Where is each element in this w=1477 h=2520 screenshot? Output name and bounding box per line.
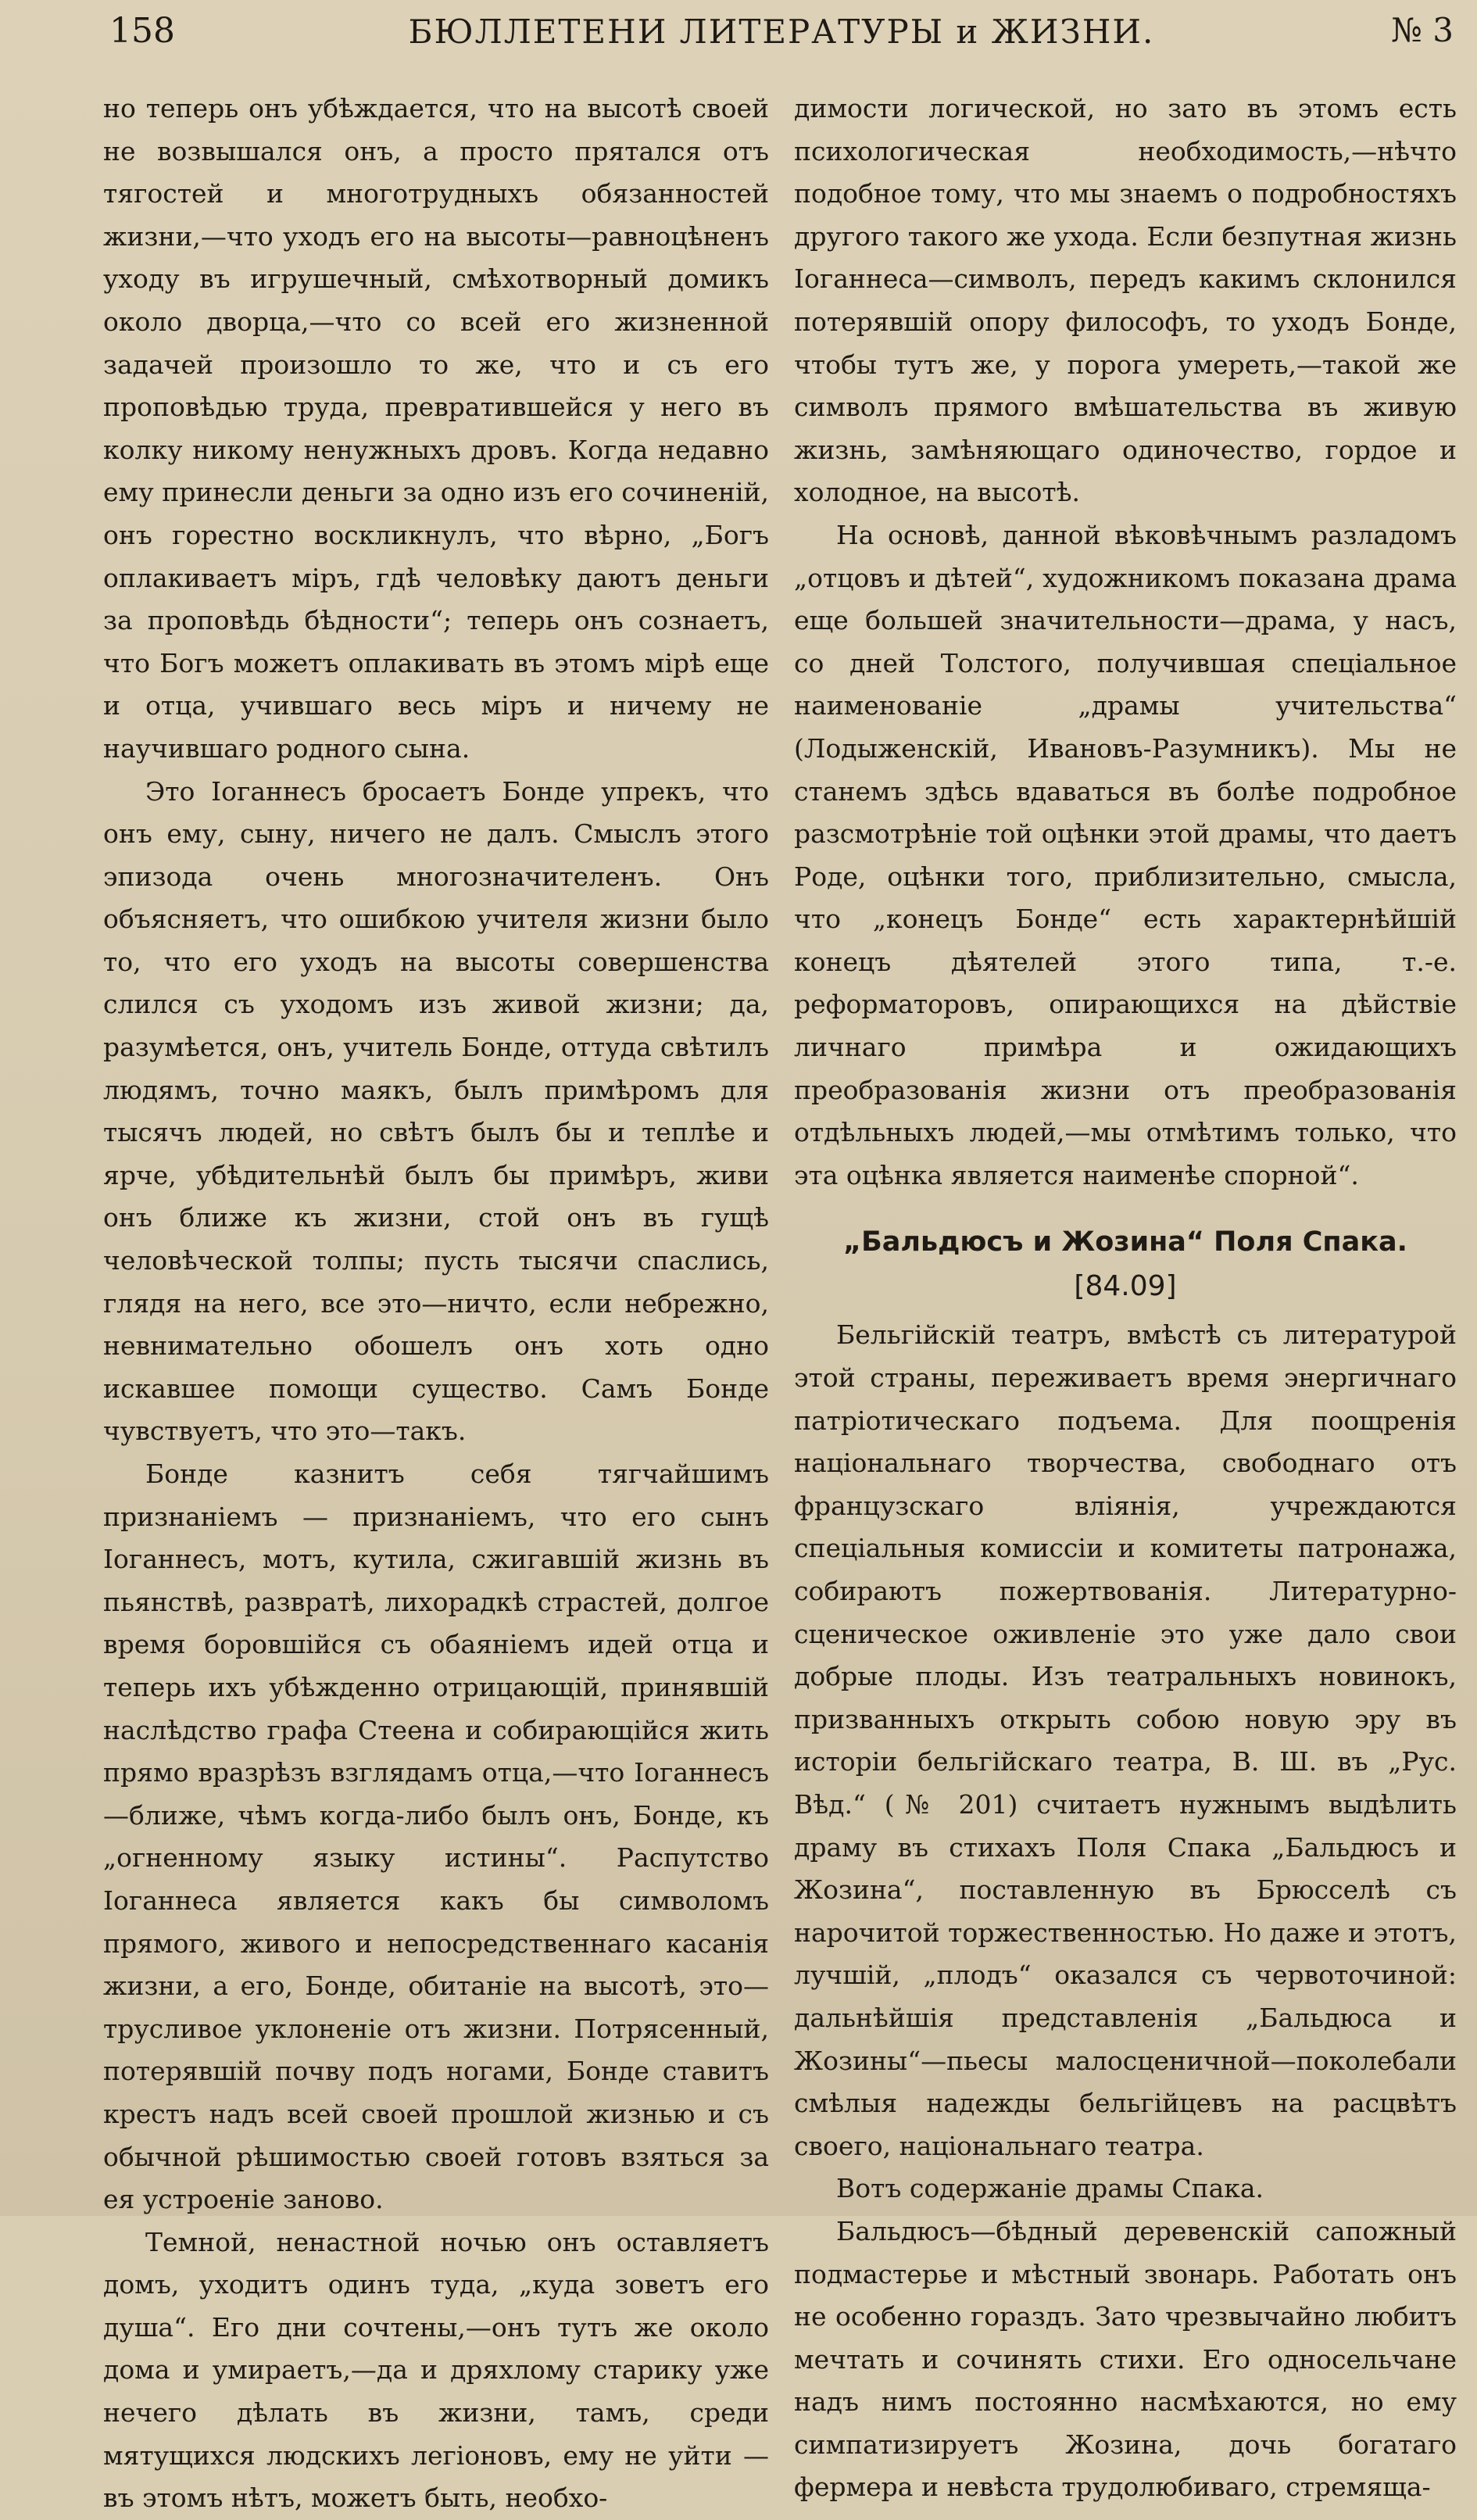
paragraph: Это Іоганнесъ бросаетъ Бонде упрекъ, что онъ ему, сыну, ничего не далъ. Смыслъ этого эпизода очень многозначителенъ. Онъ объясняетъ, что ошибкою учителя жизни было то, что его уходъ на высоты совершенства слился съ уходомъ изъ живой жизни; да, разумѣется, онъ, учитель Бонде, оттуда свѣтилъ людямъ, точно маякъ, былъ примѣромъ для тысячъ людей, но свѣтъ былъ бы и теплѣе и ярче, убѣдительнѣй былъ бы примѣръ, живи онъ ближе къ жизни, стой онъ въ гущѣ человѣческой толпы; пусть тысячи спаслись, глядя на него, все это—ничто, если небрежно, невнимательно обошелъ онъ хоть одно искавшее помощи существо. Самъ Бонде чувствуетъ, что это—такъ. bbox=[103, 775, 769, 1447]
paragraph: Бальдюсъ—бѣдный деревенскій сапожный подмастерье и мѣстный звонарь. Работать онъ не особенно гораздъ. Зато чрезвычайно любитъ мечтать и сочинять стихи. Его односельчане надъ нимъ постоянно насмѣхаются, но ему симпатизируетъ Жозина, дочь богатаго фермера и невѣста трудолюбиваго, стремяща- bbox=[794, 2215, 1457, 2503]
paragraph: Бельгійскій театръ, вмѣстѣ съ литературой этой страны, переживаетъ время энергичнаго патріотическаго подъема. Для поощренія національнаго творчества, свободнаго отъ французскаго вліянія, учреждаются спеціальныя комиссіи и комитеты патронажа, собираютъ пожертвованія. Литературно-сценическое оживленіе это уже дало свои добрые плоды. Изъ театральныхъ новинокъ, призванныхъ открыть собою новую эру въ исторіи бельгійскаго театра, В. Ш. въ „Рус. Вѣд.“ (№ 201) считаетъ нужнымъ выдѣлить драму въ стихахъ Поля Спака „Бальдюсъ и Жозина“, поставленную въ Брюсселѣ съ нарочитой торжественностью. Но даже и этотъ, лучшій, „плодъ“ оказался съ червоточиной: дальнѣйшія представленія „Бальдюса и Жозины“—пьесы малосценичной—поколебали смѣлыя надежды бельгійцевъ на расцвѣтъ своего, національнаго театра. bbox=[794, 1319, 1457, 2161]
journal-title: БЮЛЛЕТЕНИ ЛИТЕРАТУРЫ и ЖИЗНИ. bbox=[408, 13, 1155, 51]
paragraph: Вотъ содержаніе драмы Спака. bbox=[836, 2173, 1264, 2204]
page-header bbox=[109, 11, 1454, 66]
page-number: 158 bbox=[109, 11, 175, 51]
paragraph: но теперь онъ убѣждается, что на высотѣ своей не возвышался онъ, а просто прятался отъ тягостей и многотрудныхъ обязанностей жизни,—что уходъ его на высоты—равноцѣненъ уходу въ игрушечный, смѣхотворный домикъ около дворца,—что со всей его жизненной задачей произошло то же, что и съ его проповѣдью труда, превратившейся у него въ колку никому ненужныхъ дровъ. Когда недавно ему принесли деньги за одно изъ его сочиненій, онъ горестно воскликнулъ, что вѣрно, „Богъ оплакиваетъ міръ, гдѣ человѣку даютъ деньги за проповѣдь бѣдности“; теперь онъ сознаетъ, что Богъ можетъ оплакивать въ этомъ мірѣ еще и отца, учившаго весь міръ и ничему не научившаго родного сына. bbox=[103, 93, 769, 764]
issue-number: № 3 bbox=[1391, 11, 1454, 49]
paragraph: Темной, ненастной ночью онъ оставляетъ домъ, уходитъ одинъ туда, „куда зоветъ его душа“. Его дни сочтены,—онъ тутъ же около дома и умираетъ,—да и дряхлому старику уже нечего дѣлать въ жизни, тамъ, среди мятущихся людскихъ легіоновъ, ему не уйти —въ этомъ нѣтъ, можетъ быть, необхо- bbox=[103, 2226, 769, 2514]
section-code: [84.09] bbox=[1074, 1270, 1177, 1303]
paragraph: На основѣ, данной вѣковѣчнымъ разладомъ „отцовъ и дѣтей“, художникомъ показана драма еще большей значительности—драма, у насъ, со дней Толстого, получившая спеціальное наименованіе „драмы учительства“ (Лодыженскій, Ивановъ-Разумникъ). Мы не станемъ здѣсь вдаваться въ болѣе подробное разсмотрѣніе той оцѣнки этой драмы, что даетъ Роде, оцѣнки того, приблизительно, смысла, что „конецъ Бонде“ есть характернѣйшій конецъ дѣятелей этого типа, т.-е. реформаторовъ, опирающихся на дѣйствіе личнаго примѣра и ожидающихъ преобразованія жизни отъ преобразованія отдѣльныхъ людей,—мы отмѣтимъ только, что эта оцѣнка является наименѣе спорной“. bbox=[794, 519, 1457, 1190]
paragraph: димости логической, но зато въ этомъ есть психологическая необходимость,—нѣчто подобное тому, что мы знаемъ о подробностяхъ другого такого же ухода. Если безпутная жизнь Іоганнеса—символъ, передъ какимъ склонился потерявшій опору философъ, то уходъ Бонде, чтобы тутъ же, у порога умереть,—такой же символъ прямого вмѣшательства въ живую жизнь, замѣняющаго одиночество, гордое и холодное, на высотѣ. bbox=[794, 93, 1457, 508]
section-title: „Бальдюсъ и Жозина“ Поля Спака. bbox=[843, 1226, 1407, 1258]
left-column bbox=[103, 88, 769, 2514]
paragraph: Бонде казнитъ себя тягчайшимъ признаніемъ — признаніемъ, что его сынъ Іоганнесъ, мотъ, кутила, сжигавшій жизнь въ пьянствѣ, развратѣ, лихорадкѣ страстей, долгое время боровшійся съ обаяніемъ идей отца и теперь ихъ убѣжденно отрицающій, принявшій наслѣдство графа Стеена и собирающійся жить прямо вразрѣзъ взглядамъ отца,—что Іоганнесъ—ближе, чѣмъ когда-либо былъ онъ, Бонде, къ „огненному языку истины“. Распутство Іоганнеса является какъ бы символомъ прямого, живого и непосредственнаго касанія жизни, а его, Бонде, обитаніе на высотѣ, это—трусливое уклоненіе отъ жизни. Потрясенный, потерявшій почву подъ ногами, Бонде ставитъ крестъ надъ всей своей прошлой жизнью и съ обычной рѣшимостью своей готовъ взяться за ея устроеніе заново. bbox=[103, 1459, 769, 2215]
right-column bbox=[794, 88, 1457, 2503]
